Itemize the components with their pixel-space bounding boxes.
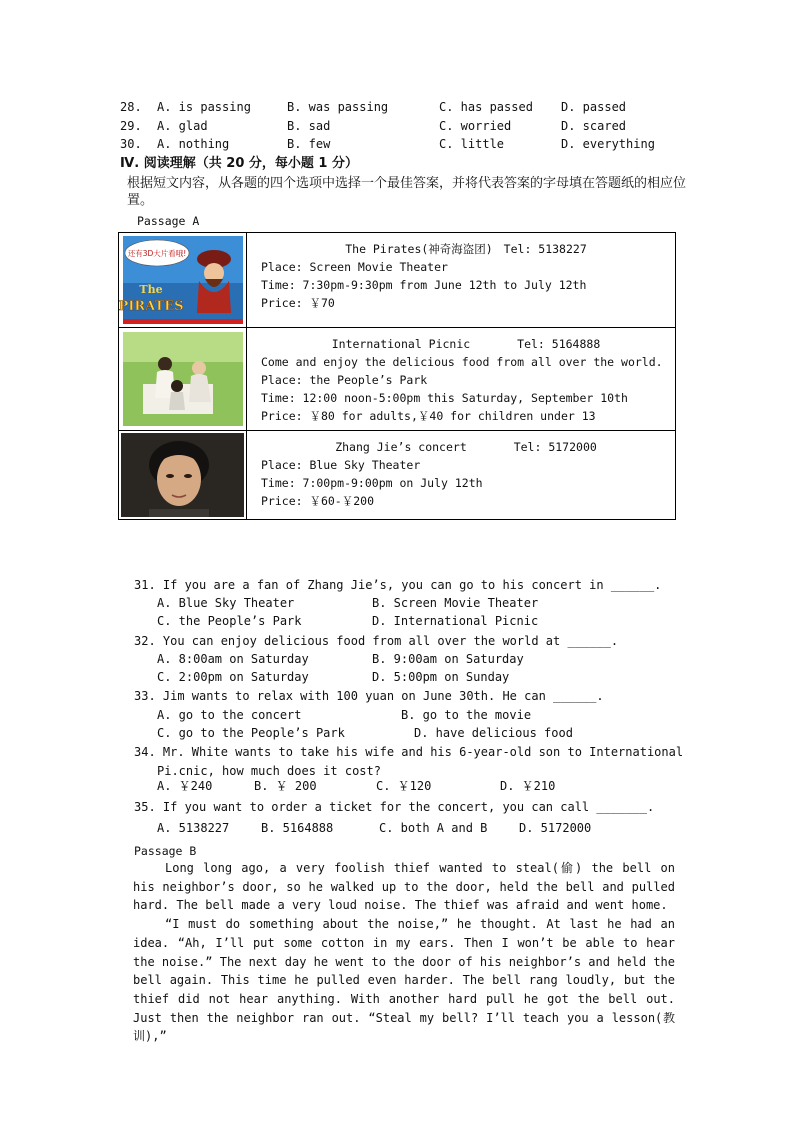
- option-a: A. go to the concert: [157, 708, 302, 722]
- question-stem-cont: Pi.cnic, how much does it cost?: [157, 763, 381, 778]
- event-time: Time: 7:00pm-9:00pm on July 12th: [261, 476, 483, 490]
- passage-b-paragraph-2: “I must do something about the noise,” he thought. At last he had an idea. “Ah, I’ll put some cotton in my ears. Then I won’t be able to hear the noise.” The next day he went to the door of his neighbor’s and held the bell again. This time he pulled even harder. The bell rang loudly, but the thief did not hear anything. With another hard pull he got the bell out. Just then the neighbor ran out. “Steal my bell? I’ll teach you a lesson(教训),”: [133, 917, 675, 1044]
- option-a: A. ￥240: [157, 779, 213, 793]
- picnic-photo-illustration: [119, 328, 246, 430]
- event-price: Price: ￥70: [261, 296, 335, 310]
- option-a: A. is passing: [157, 100, 251, 114]
- option-c: C. has passed: [439, 100, 533, 114]
- family-picnic-photo: [119, 328, 247, 430]
- event-row-picnic: [119, 328, 675, 431]
- question-31: [134, 576, 661, 595]
- event-tel: Tel: 5138227: [503, 242, 587, 256]
- event-title-line: [261, 438, 671, 456]
- event-place: Place: Blue Sky Theater: [261, 458, 421, 472]
- event-row-concert: [119, 431, 675, 519]
- event-tel: Tel: 5172000: [513, 440, 597, 454]
- option-c: C. the People’s Park: [157, 614, 302, 628]
- question-stem: 33. Jim wants to relax with 100 yuan on June 30th. He can ______.: [134, 689, 604, 703]
- event-details: [261, 335, 671, 425]
- event-row-pirates: [119, 233, 675, 328]
- singer-portrait-photo: [119, 431, 247, 519]
- option-a: A. Blue Sky Theater: [157, 596, 295, 610]
- option-b: B. 5164888: [261, 821, 334, 835]
- event-title-line: [261, 240, 671, 258]
- option-a: A. nothing: [157, 137, 230, 151]
- option-b: B. few: [287, 137, 331, 151]
- option-b: B. was passing: [287, 100, 389, 114]
- event-title: International Picnic: [331, 337, 471, 351]
- question-stem: 35. If you want to order a ticket for the concert, you can call _______.: [134, 800, 655, 814]
- option-b: B. ￥ 200: [254, 779, 317, 793]
- question-stem: 32. You can enjoy delicious food from all over the world at ______.: [134, 634, 619, 648]
- event-price: Price: ￥80 for adults,￥40 for children under 13: [261, 409, 596, 423]
- option-c: C. both A and B: [379, 821, 488, 835]
- option-d: D. ￥210: [500, 779, 556, 793]
- option-c: C. worried: [439, 119, 512, 133]
- passage-b-text: [133, 859, 675, 1046]
- event-time: Time: 12:00 noon-5:00pm this Saturday, September 10th: [261, 391, 628, 405]
- question-32: [134, 632, 618, 651]
- pirates-poster-illustration: [119, 233, 246, 327]
- question-33: [134, 687, 604, 706]
- event-title: Zhang Jie’s concert: [335, 440, 467, 454]
- event-title-line: [261, 335, 671, 353]
- question-34: [134, 743, 683, 780]
- option-d: D. scared: [561, 119, 627, 133]
- option-d: D. 5:00pm on Sunday: [372, 670, 510, 684]
- event-place: Place: the People’s Park: [261, 373, 428, 387]
- question-stem: 31. If you are a fan of Zhang Jie’s, you can go to his concert in ______.: [134, 578, 662, 592]
- option-d: D. International Picnic: [372, 614, 539, 628]
- option-c: C. go to the People’s Park: [157, 726, 345, 740]
- section-title: Ⅳ. 阅读理解（共 20 分，每小题 1 分）: [120, 156, 358, 171]
- option-d: D. have delicious food: [414, 726, 573, 740]
- option-b: B. 9:00am on Saturday: [372, 652, 524, 666]
- question-35: [134, 798, 654, 817]
- logo-the-text: The: [139, 283, 163, 296]
- event-details: [261, 240, 671, 312]
- passage-a-label: Passage A: [137, 214, 200, 228]
- event-tel: Tel: 5164888: [517, 337, 601, 351]
- pirates-poster-icon: [119, 233, 247, 327]
- option-a: A. 8:00am on Saturday: [157, 652, 309, 666]
- event-table: [118, 232, 676, 520]
- section-instructions: 根据短文内容，从各题的四个选项中选择一个最佳答案，并将代表答案的字母填在答题纸的相应位置。: [127, 176, 687, 208]
- event-price: Price: ￥60-￥200: [261, 494, 375, 508]
- option-b: B. Screen Movie Theater: [372, 596, 539, 610]
- question-number: 30.: [120, 137, 142, 151]
- speech-bubble-text: 还有3D大片看哦!: [127, 249, 187, 258]
- option-d: D. everything: [561, 137, 655, 151]
- option-a: A. glad: [157, 119, 208, 133]
- option-c: C. little: [439, 137, 505, 151]
- question-stem: 34. Mr. White wants to take his wife and his 6-year-old son to International: [134, 745, 684, 759]
- question-number: 29.: [120, 119, 142, 133]
- event-title: The Pirates(神奇海盗团): [345, 242, 493, 256]
- question-number: 28.: [120, 100, 142, 114]
- passage-b-paragraph-1: Long long ago, a very foolish thief wanted to steal(偷) the bell on his neighbor’s door, so he walked up to the door, held the bell and pulled hard. The bell made a very loud noise. The thief was afraid and went home.: [133, 861, 675, 913]
- singer-photo-illustration: [119, 431, 246, 518]
- event-time: Time: 7:30pm-9:30pm from June 12th to July 12th: [261, 278, 587, 292]
- option-b: B. go to the movie: [401, 708, 532, 722]
- option-c: C. 2:00pm on Saturday: [157, 670, 309, 684]
- option-b: B. sad: [287, 119, 331, 133]
- option-d: D. passed: [561, 100, 627, 114]
- option-c: C. ￥120: [376, 779, 432, 793]
- passage-b-label: Passage B: [134, 844, 197, 858]
- option-a: A. 5138227: [157, 821, 230, 835]
- event-details: [261, 438, 671, 510]
- event-intro: Come and enjoy the delicious food from all over the world.: [261, 355, 663, 369]
- logo-pirates-text: PIRATES: [119, 299, 184, 314]
- event-place: Place: Screen Movie Theater: [261, 260, 448, 274]
- option-d: D. 5172000: [519, 821, 592, 835]
